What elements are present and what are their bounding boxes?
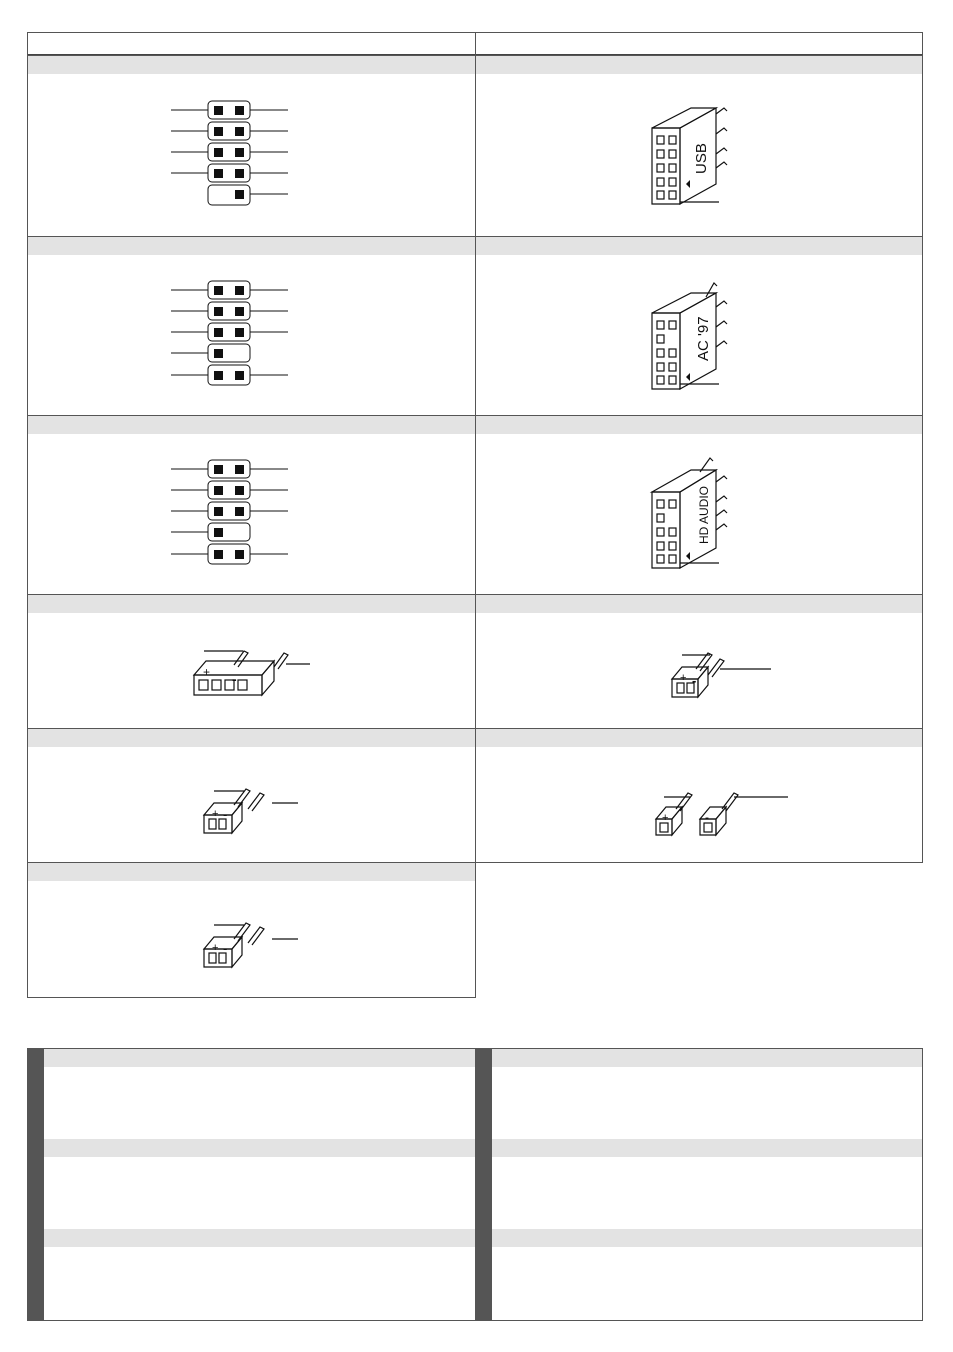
hdaudio-plug-diagram — [476, 416, 924, 596]
2pin-connector-diagram — [28, 863, 477, 999]
legend-side-bar — [28, 1049, 44, 1320]
table-header-right — [475, 32, 923, 56]
legend-row-bar — [44, 1229, 475, 1247]
hdaudio-pin-header-diagram — [28, 416, 477, 596]
cell-usb-plug — [475, 55, 923, 237]
cell-ac97-plug — [475, 236, 923, 416]
plus-sign: + — [662, 812, 669, 824]
legend-row — [492, 1049, 922, 1140]
1pin-connectors-diagram — [476, 729, 924, 864]
2pin-connector-diagram — [476, 595, 924, 730]
2pin-connector-diagram — [28, 729, 477, 864]
plus-sign: + — [203, 665, 211, 679]
legend-row — [492, 1139, 922, 1230]
cell-ac97-pinout — [27, 236, 476, 416]
cell-hdaudio-plug — [475, 415, 923, 595]
legend-block-right — [475, 1048, 923, 1321]
plus-sign: + — [212, 808, 219, 820]
cell-hdaudio-pinout — [27, 415, 476, 595]
cell-usb-pinout — [27, 55, 476, 237]
minus-sign: - — [705, 810, 709, 824]
legend-row-bar — [44, 1049, 475, 1067]
legend-row — [44, 1229, 475, 1320]
legend-row — [44, 1139, 475, 1230]
legend-side-bar — [476, 1049, 492, 1320]
legend-row-bar — [492, 1229, 922, 1247]
cell-1pin-connectors — [475, 728, 923, 863]
legend-row — [492, 1229, 922, 1320]
cell-2pin-led-connector-c — [27, 862, 476, 998]
plus-sign: + — [680, 672, 687, 684]
minus-sign: - — [232, 671, 237, 687]
usb-plug-diagram — [476, 56, 924, 238]
legend-row-bar — [492, 1049, 922, 1067]
minus-sign: - — [223, 807, 228, 822]
cell-4pin-connector — [27, 594, 476, 729]
minus-sign: - — [692, 673, 697, 688]
cell-2pin-led-connector-b — [27, 728, 476, 863]
4pin-connector-diagram — [28, 595, 477, 730]
plus-sign: + — [212, 942, 219, 954]
usb-pin-header-diagram — [28, 56, 477, 238]
ac97-pin-header-diagram — [28, 237, 477, 417]
legend-row-bar — [492, 1139, 922, 1157]
legend-row — [44, 1049, 475, 1140]
legend-row-bar — [44, 1139, 475, 1157]
legend-block-left — [27, 1048, 476, 1321]
usb-plug-label: USB — [693, 143, 710, 174]
ac97-plug-diagram — [476, 237, 924, 417]
table-header-left — [27, 32, 476, 56]
ac97-plug-label: AC '97 — [695, 316, 712, 361]
minus-sign: - — [223, 941, 228, 956]
cell-2pin-led-connector-a — [475, 594, 923, 729]
hdaudio-plug-label: HD AUDIO — [697, 485, 711, 544]
